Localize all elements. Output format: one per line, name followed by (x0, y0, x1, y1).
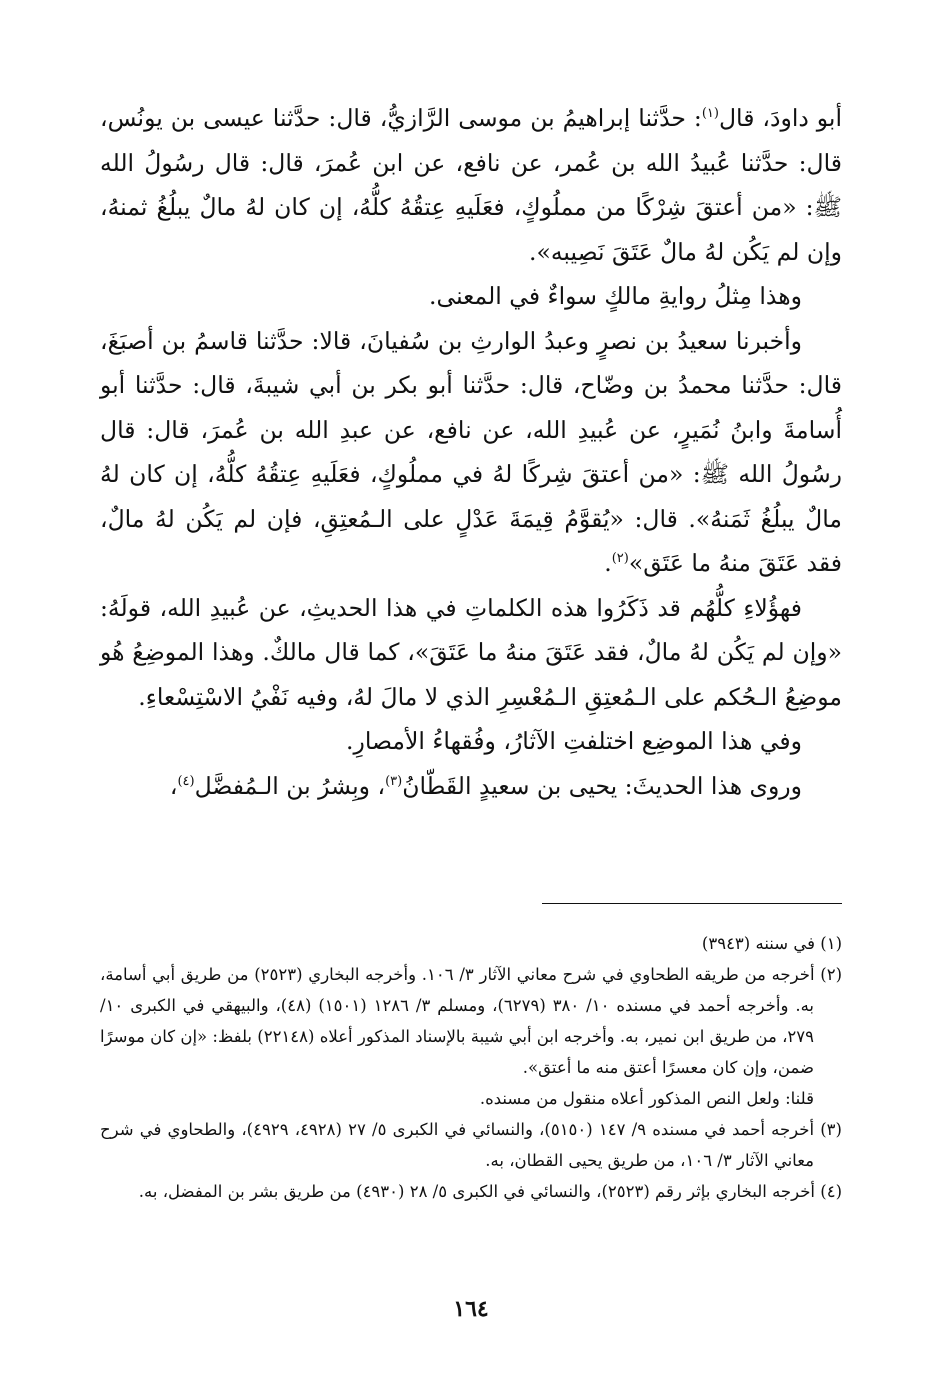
footnote-ref-1: (١) (701, 106, 719, 122)
paragraph-6-end: ، (169, 771, 178, 800)
paragraph-3-text: وأخبرنا سعيدُ بن نصرٍ وعبدُ الوارثِ بن سُفيانَ، قالا: حدَّثنا قاسمُ بن أصبَغَ، قال: حدَّثنا محمدُ بن وضّاح، قال: حدَّثنا أبو بكر بن أبي شيبةَ، قال: حدَّثنا أبو أُسامةَ وابنُ نُمَيرٍ، عن عُبيدِ الله، عن نافع، عن عبدِ الله بن عُمرَ، قال: قال رسُولُ الله ﷺ: «من أعتقَ شِركًا لهُ في مملُوكٍ، فعَلَيهِ عِتقُهُ كلُّهُ، إن كان لهُ مالٌ يبلُغُ ثَمَنهُ». قال: «يُقوَّمُ قِيمَةَ عَدْلٍ على الـمُعتِقِ، فإن لم يَكُن لهُ مالٌ، فقد عَتَقَ منهُ ما عَتَق» (100, 326, 842, 577)
footnote-4: (٤) أخرجه البخاري بإثر رقم (٢٥٢٣)، والنسائي في الكبرى ٥/ ٢٨ (٤٩٣٠) من طريق بشر بن المفضل، به. (138, 1182, 842, 1201)
footnote-ref-4: (٤) (177, 773, 195, 789)
book-page (100, 96, 842, 1326)
main-text (100, 96, 842, 808)
footnote-1: (١) في سننه (٣٩٤٣) (701, 934, 842, 953)
footnote-2-note: قلنا: ولعل النص المذكور أعلاه منقول من مسنده. (479, 1089, 814, 1108)
page-number: ١٦٤ (453, 1296, 489, 1322)
paragraph-2: وهذا مِثلُ روايةِ مالكٍ سواءٌ في المعنى. (429, 282, 802, 310)
paragraph-3-end: . (604, 549, 612, 577)
footnotes (100, 928, 842, 1207)
paragraph-6-start: وروى هذا الحديثَ: يحيى بن سعيدٍ القَطّانُ (402, 771, 802, 800)
footnote-2: (٢) أخرجه من طريقه الطحاوي في شرح معاني الآثار ٣/ ١٠٦. وأخرجه البخاري (٢٥٢٣) من طريق أبي أسامة، به. وأخرجه أحمد في مسنده ١٠/ ٣٨٠ (٦٢٧٩)، ومسلم ٣/ ١٢٨٦ (١٥٠١) (٤٨)، والبيهقي في الكبرى ١٠/ ٢٧٩، من طريق ابن نمير، به. وأخرجه ابن أبي شيبة بالإسناد المذكور أعلاه (٢٢١٤٨) بلفظ: «إن كان موسرًا ضمن، وإن كان معسرًا أعتق منه ما أعتق». (99, 965, 842, 1077)
footnote-ref-2: (٢) (611, 551, 629, 567)
paragraph-6 (100, 764, 842, 809)
paragraph-1 (100, 96, 842, 274)
paragraph-4: فهؤُلاءِ كلُّهُم قد ذَكَرُوا هذه الكلماتِ في هذا الحديثِ، عن عُبيدِ الله، قولَهُ: «وإن لم يَكُن لهُ مالٌ، فقد عَتَقَ منهُ ما عَتَقَ»، كما قال مالكٌ. وهذا الموضِعُ هُو موضِعُ الـحُكم على الـمُعتِقِ الـمُعْسِرِ الذي لا مالَ لهُ، وفيه نَفْيُ الاسْتِسْعاءِ. (100, 593, 842, 711)
footnote-divider (542, 903, 842, 904)
paragraph-6-middle: ، وبِشرُ بن الـمُفضَّل (194, 771, 386, 800)
paragraph-1-rest: : حدَّثنا إبراهيمُ بن موسى الرَّازيُّ، قال: حدَّثنا عيسى بن يونُس، قال: حدَّثنا عُبيدُ الله بن عُمر، عن نافع، عن ابن عُمرَ، قال: قال رسُولُ الله ﷺ: «من أعتقَ شِرْكًا من مملُوكٍ، فعَلَيهِ عِتقُهُ كلُّهُ، إن كان لهُ مالٌ يبلُغُ ثمنهُ، وإن لم يَكُن لهُ مالٌ عَتَقَ نَصِيبه». (100, 104, 842, 266)
paragraph-5: وفي هذا الموضِع اختلفتِ الآثارُ، وفُقهاءُ الأمصارِ. (346, 727, 802, 755)
paragraph-3 (100, 319, 842, 586)
footnote-ref-3: (٣) (385, 773, 403, 789)
paragraph-1-start: أبو داودَ، قال (718, 104, 842, 132)
footnote-3: (٣) أخرجه أحمد في مسنده ٩/ ١٤٧ (٥١٥٠)، والنسائي في الكبرى ٥/ ٢٧ (٤٩٢٨، ٤٩٢٩)، والطحاوي في شرح معاني الآثار ٣/ ١٠٦، من طريق يحيى القطان، به. (100, 1120, 842, 1170)
